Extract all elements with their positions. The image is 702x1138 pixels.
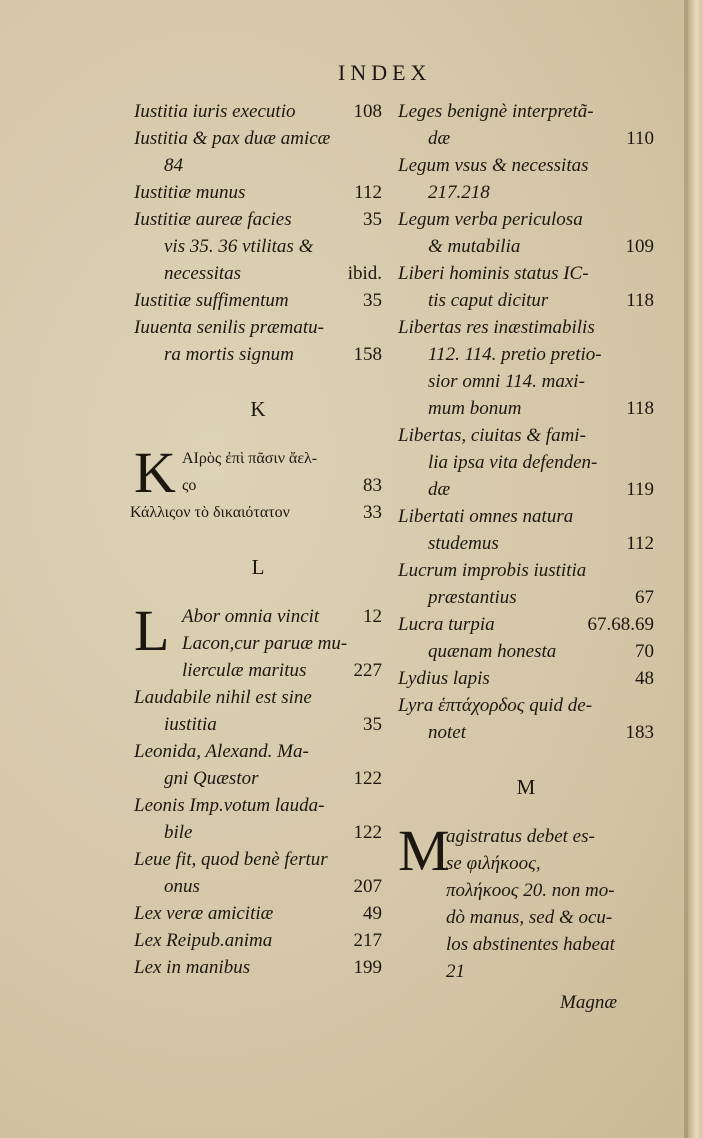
page-ref: 118 bbox=[626, 290, 654, 311]
entry-text: Libertati omnes natura bbox=[398, 506, 574, 527]
entry-line bbox=[398, 260, 654, 287]
dropcap-l: L bbox=[134, 598, 170, 663]
entry-line bbox=[398, 368, 654, 395]
entry-text: Libertas res inæstimabilis bbox=[398, 317, 595, 338]
page-ref: 109 bbox=[625, 236, 654, 257]
entry-text: Iuuenta senilis præmatu- bbox=[134, 317, 324, 338]
entry-text: Lacon,cur paruæ mu- bbox=[182, 633, 348, 654]
entry-line bbox=[134, 792, 382, 819]
index-entry bbox=[398, 557, 654, 611]
index-entry bbox=[134, 684, 382, 738]
entry-text: ra mortis signum bbox=[164, 344, 294, 365]
page-ref: 67 bbox=[635, 587, 654, 608]
running-header: INDEX bbox=[338, 60, 432, 85]
entry-line bbox=[134, 233, 382, 260]
entry-line bbox=[398, 503, 654, 530]
index-entry bbox=[398, 314, 654, 422]
index-column-right bbox=[398, 98, 654, 985]
entry-text: Liberi hominis status IC- bbox=[398, 263, 589, 284]
section-letter-m: M bbox=[516, 775, 536, 799]
entry-line bbox=[182, 630, 382, 657]
index-entry bbox=[398, 665, 654, 692]
entry-text: bile bbox=[164, 822, 193, 843]
entry-text: tis caput dicitur bbox=[428, 290, 549, 311]
entry-text: Iustitiæ suffimentum bbox=[134, 290, 289, 311]
index-entry bbox=[398, 422, 654, 503]
page-edge bbox=[688, 0, 702, 1138]
entry-text: dæ bbox=[428, 479, 451, 500]
page-ref: 108 bbox=[353, 101, 382, 122]
index-entry bbox=[134, 206, 382, 287]
entry-line bbox=[398, 557, 654, 584]
entry-text: Iustitiæ munus bbox=[134, 182, 246, 203]
index-entry bbox=[134, 179, 382, 206]
entry-line bbox=[398, 179, 654, 206]
entry-text: onus bbox=[164, 876, 200, 897]
entry-line bbox=[134, 684, 382, 711]
entry-text: Leonis Imp.votum lauda- bbox=[134, 795, 325, 816]
entry-text: Lex veræ amicitiæ bbox=[134, 903, 274, 924]
page-ref: 48 bbox=[635, 668, 654, 689]
page-ref: 207 bbox=[353, 876, 382, 897]
entry-text: Legum verba periculosa bbox=[398, 209, 583, 230]
entry-line bbox=[398, 287, 654, 314]
entry-line bbox=[446, 904, 654, 931]
entry-text: lia ipsa vita defenden- bbox=[428, 452, 598, 473]
entry-text: ςο bbox=[182, 477, 197, 494]
entry-text: sior omni 114. maxi- bbox=[428, 371, 585, 392]
entry-line bbox=[182, 445, 382, 472]
entry-text: Lyra ἑπτάχορδος quid de- bbox=[398, 695, 593, 716]
entry-line bbox=[398, 692, 654, 719]
index-entry bbox=[398, 503, 654, 557]
index-entry bbox=[398, 260, 654, 314]
l-initial-entry bbox=[134, 598, 382, 684]
page-ref: 122 bbox=[353, 768, 382, 789]
entry-line bbox=[182, 472, 382, 499]
index-entry bbox=[134, 314, 382, 368]
entry-line bbox=[398, 125, 654, 152]
index-entry bbox=[134, 954, 382, 981]
entry-text: se φιλήκοος, bbox=[446, 853, 541, 874]
entry-line bbox=[134, 954, 382, 981]
entry-text: Leges benignè interpretã- bbox=[398, 101, 594, 122]
index-entry bbox=[134, 927, 382, 954]
entry-text: & mutabilia bbox=[428, 236, 521, 257]
entry-text: studemus bbox=[428, 533, 499, 554]
entry-text: Abor omnia vincit bbox=[182, 606, 320, 627]
page-ref: 35 bbox=[363, 209, 382, 230]
entry-line bbox=[134, 314, 382, 341]
entry-line bbox=[446, 850, 654, 877]
entry-line bbox=[182, 657, 382, 684]
entry-line bbox=[134, 125, 382, 152]
entry-text: agistratus debet es- bbox=[446, 826, 595, 847]
entry-text: dæ bbox=[428, 128, 451, 149]
entry-text: notet bbox=[428, 722, 466, 743]
entry-text: Legum vsus & necessitas bbox=[398, 155, 589, 176]
entry-line bbox=[398, 314, 654, 341]
section-letter-l: L bbox=[251, 555, 265, 579]
entry-text: Leonida, Alexand. Ma- bbox=[134, 741, 309, 762]
k-initial-entry bbox=[134, 440, 382, 505]
entry-line bbox=[398, 152, 654, 179]
page-ref: 112 bbox=[626, 533, 654, 554]
entry-text: ΑΙρὸς ἐπὶ πᾶσιν ἄελ- bbox=[182, 450, 318, 467]
catchword: Magnæ bbox=[560, 992, 617, 1013]
index-entry bbox=[134, 900, 382, 927]
dropcap-k: K bbox=[134, 440, 176, 505]
entry-line bbox=[134, 341, 382, 368]
entry-line bbox=[182, 603, 382, 630]
entry-text: Κάλλιςον τὸ δικαιότατον bbox=[130, 504, 290, 521]
index-entry bbox=[134, 846, 382, 900]
section-letter-k: K bbox=[250, 397, 266, 421]
page-ref: 227 bbox=[353, 660, 382, 681]
page-ref: 33 bbox=[363, 502, 382, 523]
entry-line bbox=[134, 819, 382, 846]
page-ref: 67.68.69 bbox=[587, 614, 654, 635]
index-entry bbox=[398, 206, 654, 260]
entry-line bbox=[398, 611, 654, 638]
page-ref: 158 bbox=[353, 344, 382, 365]
entry-text: necessitas bbox=[164, 263, 242, 284]
entry-text: Lex in manibus bbox=[134, 957, 251, 978]
entry-line bbox=[134, 98, 382, 125]
entry-text: quænam honesta bbox=[428, 641, 557, 662]
entry-text: Iustitiæ aureæ facies bbox=[134, 209, 292, 230]
index-entry bbox=[134, 98, 382, 125]
index-column-left bbox=[130, 98, 382, 981]
entry-text: Lydius lapis bbox=[398, 668, 490, 689]
entry-line bbox=[398, 665, 654, 692]
entry-text: πολήκοος 20. non mo- bbox=[446, 880, 615, 901]
index-entry bbox=[398, 692, 654, 746]
entry-line bbox=[134, 765, 382, 792]
entry-line bbox=[398, 530, 654, 557]
entry-line bbox=[134, 179, 382, 206]
index-entry bbox=[134, 287, 382, 314]
page-ref: 183 bbox=[625, 722, 654, 743]
page-ref: 35 bbox=[363, 714, 382, 735]
page-ref: 199 bbox=[353, 957, 382, 978]
m-initial-entry bbox=[398, 818, 654, 985]
entry-line bbox=[134, 846, 382, 873]
page-ref: 118 bbox=[626, 398, 654, 419]
page-ref: 110 bbox=[626, 128, 654, 149]
entry-line bbox=[134, 287, 382, 314]
entry-text: vis 35. 36 vtilitas & bbox=[164, 236, 314, 257]
index-entry bbox=[134, 792, 382, 846]
entry-text: Iustitia & pax duæ amicæ bbox=[134, 128, 331, 149]
entry-line bbox=[134, 873, 382, 900]
index-entry bbox=[134, 125, 382, 179]
entry-text: Laudabile nihil est sine bbox=[134, 687, 312, 708]
entry-text: dò manus, sed & ocu- bbox=[446, 907, 613, 928]
index-entry bbox=[398, 611, 654, 665]
entry-line bbox=[134, 711, 382, 738]
page-ref: 122 bbox=[353, 822, 382, 843]
entry-text: 112. 114. pretio pretio- bbox=[428, 344, 602, 365]
index-entry bbox=[398, 98, 654, 152]
page-ref: 49 bbox=[363, 903, 382, 924]
page-ref: 70 bbox=[635, 641, 654, 662]
entry-line bbox=[446, 931, 654, 958]
entry-text: Lex Reipub.anima bbox=[134, 930, 273, 951]
entry-line bbox=[398, 476, 654, 503]
page-ref: ibid. bbox=[347, 263, 382, 284]
page-ref: 83 bbox=[363, 475, 382, 496]
entry-text: gni Quæstor bbox=[164, 768, 259, 789]
entry-text: mum bonum bbox=[428, 398, 522, 419]
entry-line bbox=[398, 422, 654, 449]
entry-text: Libertas, ciuitas & fami- bbox=[398, 425, 586, 446]
entry-line bbox=[398, 638, 654, 665]
entry-text: Lucrum improbis iustitia bbox=[398, 560, 587, 581]
entry-text: los abstinentes habeat bbox=[446, 934, 615, 955]
entry-text: 217.218 bbox=[428, 182, 490, 203]
page-ref: 12 bbox=[363, 606, 382, 627]
index-entry bbox=[134, 738, 382, 792]
entry-text: Leue fit, quod benè fertur bbox=[134, 849, 328, 870]
entry-line bbox=[398, 206, 654, 233]
entry-line bbox=[398, 98, 654, 125]
entry-text: lierculæ maritus bbox=[182, 660, 307, 681]
dropcap-m: M bbox=[398, 818, 450, 883]
entry-line bbox=[134, 927, 382, 954]
page-ref: 112 bbox=[354, 182, 382, 203]
entry-text: Iustitia iuris executio bbox=[134, 101, 296, 122]
entry-line bbox=[446, 877, 654, 904]
entry-line bbox=[134, 206, 382, 233]
entry-line bbox=[134, 260, 382, 287]
entry-text: præstantius bbox=[428, 587, 517, 608]
page-ref: 217 bbox=[353, 930, 382, 951]
index-entry bbox=[130, 499, 382, 526]
entry-line bbox=[134, 152, 382, 179]
entry-line bbox=[134, 900, 382, 927]
entry-text: 84 bbox=[164, 155, 183, 176]
entry-line bbox=[398, 719, 654, 746]
index-entry bbox=[398, 152, 654, 206]
entry-text: Lucra turpia bbox=[398, 614, 495, 635]
entry-line bbox=[398, 341, 654, 368]
entry-line bbox=[446, 958, 654, 985]
page-ref: 119 bbox=[626, 479, 654, 500]
entry-text: iustitia bbox=[164, 714, 217, 735]
entry-line bbox=[446, 823, 654, 850]
entry-line bbox=[398, 395, 654, 422]
entry-line bbox=[398, 584, 654, 611]
entry-line bbox=[134, 738, 382, 765]
entry-text: 21 bbox=[446, 961, 465, 982]
entry-line bbox=[398, 449, 654, 476]
page-ref: 35 bbox=[363, 290, 382, 311]
entry-line bbox=[398, 233, 654, 260]
